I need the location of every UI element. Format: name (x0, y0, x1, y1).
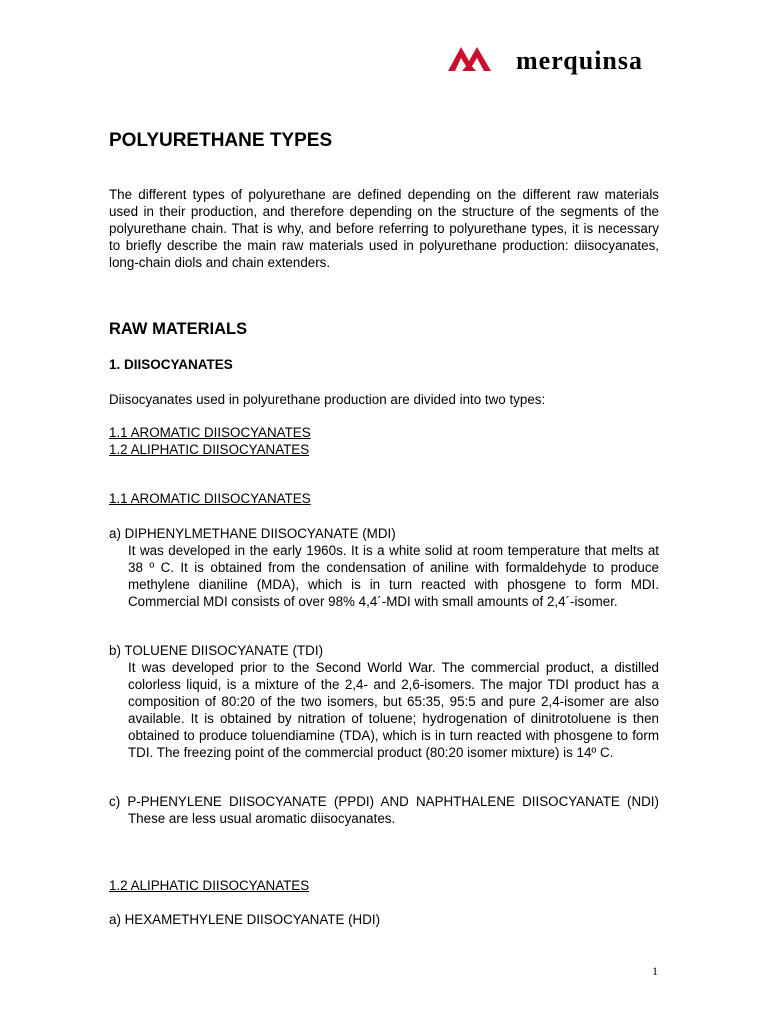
item-label-mdi: a) DIPHENYLMETHANE DIISOCYANATE (MDI) (109, 526, 396, 541)
item-label-tdi: b) TOLUENE DIISOCYANATE (TDI) (109, 643, 324, 658)
merquinsa-logo-icon (446, 44, 494, 72)
toc-link-aromatic[interactable]: 1.1 AROMATIC DIISOCYANATES (109, 425, 311, 440)
brand-logo (446, 44, 666, 80)
list-item (109, 642, 659, 761)
item-label-hdi: a) HEXAMETHYLENE DIISOCYANATE (HDI) (109, 912, 381, 927)
aromatic-heading: 1.1 AROMATIC DIISOCYANATES (109, 491, 311, 506)
section-heading: RAW MATERIALS (109, 320, 248, 338)
item-label-ppdi-ndi: c) P-PHENYLENE DIISOCYANATE (PPDI) AND NAPHTHALENE DIISOCYANATE (NDI) (109, 794, 659, 809)
item-text-tdi: It was developed prior to the Second World War. The commercial product, a distilled colorless liquid, is a mixture of the 2,4- and 2,6-isomers. The major TDI product has a composition of 80:20 of the two isomers, but 65:35, 95:5 and pure 2,4-isomer are also available. It is obtained by nitration of toluene; hydrogenation of dinitrotoluene is then obtained to produce toluendiamine (TDA), which is in turn reacted with phosgene to form TDI. The freezing point of the commercial product (80:20 isomer mixture) is 14º C. (128, 660, 659, 760)
brand-name: merquinsa (516, 46, 643, 75)
page-title: POLYURETHANE TYPES (109, 130, 333, 151)
subsection-heading: 1. DIISOCYANATES (109, 357, 233, 372)
list-item (109, 525, 659, 610)
intro-paragraph: The different types of polyurethane are defined depending on the different raw materials used in their production, and therefore depending on the structure of the segments of the polyurethane chain. That is why, and before referring to polyurethane types, it is necessary to briefly describe the main raw materials used in polyurethane production: diisocyanates, long-chain diols and chain extenders. (109, 187, 659, 270)
list-item (109, 793, 659, 827)
item-text-ppdi-ndi: These are less usual aromatic diisocyanates. (128, 811, 396, 826)
toc-link-aliphatic[interactable]: 1.2 ALIPHATIC DIISOCYANATES (109, 442, 310, 457)
aliphatic-heading: 1.2 ALIPHATIC DIISOCYANATES (109, 878, 310, 893)
page-number: 1 (652, 964, 658, 978)
item-text-mdi: It was developed in the early 1960s. It is a white solid at room temperature that melts at 38 º C. It is obtained from the condensation of aniline with formaldehyde to produce methylene dianiline (MDA), which is in turn reacted with phosgene to form MDI. Commercial MDI consists of over 98% 4,4´-MDI with small amounts of 2,4´-isomer. (128, 543, 659, 609)
types-intro: Diisocyanates used in polyurethane production are divided into two types: (109, 392, 546, 407)
